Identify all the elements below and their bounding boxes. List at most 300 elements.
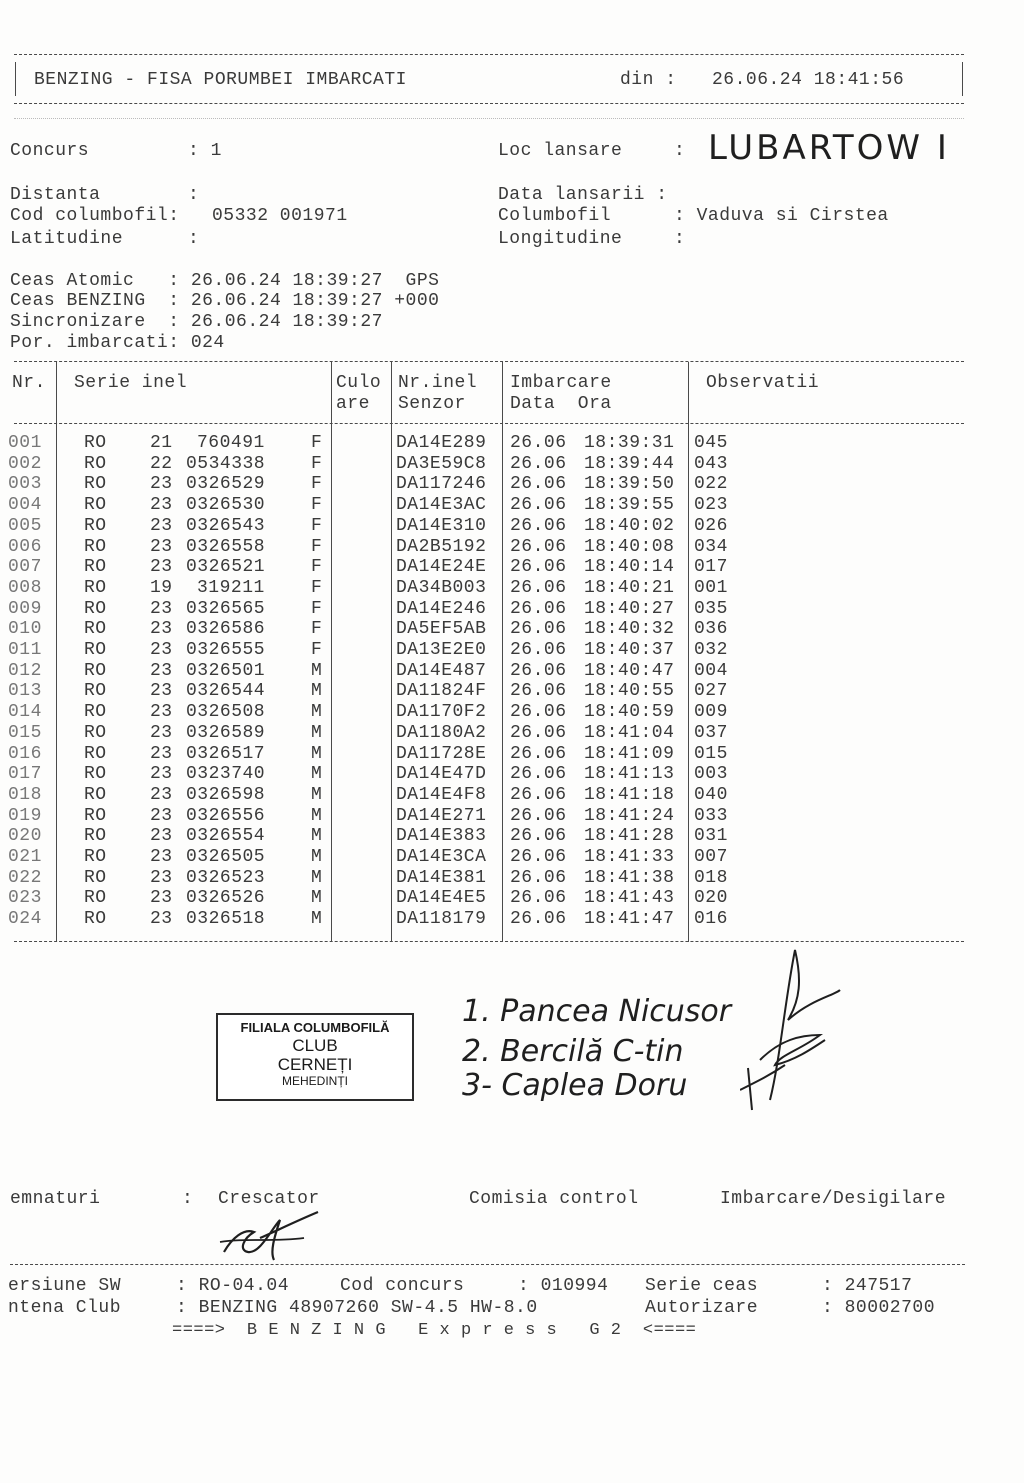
cell-obs: 036 <box>694 619 728 640</box>
cell-year: 23 <box>150 867 173 888</box>
por-imbarcati-line: Por. imbarcati: 024 <box>10 333 225 353</box>
cell-year: 23 <box>150 826 173 847</box>
cell-sex: M <box>311 764 323 785</box>
cell-year: 23 <box>150 847 173 867</box>
cell-date: 26.06 <box>510 826 567 847</box>
cell-nr: 005 <box>8 515 42 536</box>
cell-obs: 020 <box>694 888 728 909</box>
cell-country: RO <box>84 722 107 743</box>
cell-year: 23 <box>150 495 173 516</box>
cell-obs: 001 <box>694 577 728 598</box>
cell-year: 19 <box>150 577 173 598</box>
cell-ring: 0326544 <box>186 681 266 702</box>
cell-obs: 040 <box>694 784 728 805</box>
cell-obs: 022 <box>694 474 728 495</box>
cell-year: 23 <box>150 888 173 909</box>
cell-country: RO <box>84 474 107 495</box>
header-top-rule <box>14 54 964 55</box>
cell-obs: 009 <box>694 702 728 723</box>
cell-time: 18:41:47 <box>584 909 675 930</box>
cell-time: 18:41:04 <box>584 722 675 743</box>
cell-date: 26.06 <box>510 764 567 785</box>
cell-date: 26.06 <box>510 640 567 660</box>
cell-ring: 0326505 <box>186 847 266 867</box>
cod-columbofil-value: 05332 001971 <box>212 206 348 226</box>
cell-obs: 004 <box>694 660 728 681</box>
cell-sex: F <box>311 557 323 578</box>
cell-year: 23 <box>150 660 173 681</box>
header-under-rule <box>14 118 964 119</box>
latitudine-sep: : <box>188 229 200 249</box>
cell-ring: 0326589 <box>186 722 266 743</box>
cell-time: 18:41:18 <box>584 784 675 805</box>
cell-ring: 0326508 <box>186 702 266 723</box>
cell-sensor: DA14E24E <box>396 557 487 578</box>
cell-nr: 002 <box>8 453 42 474</box>
cell-sex: F <box>311 619 323 640</box>
cell-time: 18:39:44 <box>584 453 675 474</box>
commission-signature-scribbles <box>740 940 850 1120</box>
cell-ring: 0326556 <box>186 805 266 826</box>
longitudine-sep: : <box>674 229 686 249</box>
serie-ceas-label: Serie ceas <box>645 1276 759 1296</box>
cell-sex: F <box>311 577 323 598</box>
cell-ring: 0326554 <box>186 826 266 847</box>
cell-time: 18:40:59 <box>584 702 675 723</box>
cell-time: 18:40:27 <box>584 598 675 619</box>
antena-club-label: ntena Club <box>8 1298 122 1318</box>
cell-time: 18:41:43 <box>584 888 675 909</box>
cell-nr: 010 <box>8 619 42 640</box>
cell-time: 18:40:08 <box>584 536 675 557</box>
table-row <box>0 433 1000 453</box>
table-row <box>0 888 1000 908</box>
cell-ring: 760491 <box>197 433 265 453</box>
cell-ring: 0326565 <box>186 598 266 619</box>
columbofil-label: Columbofil <box>498 206 612 226</box>
cell-nr: 006 <box>8 536 42 557</box>
cell-year: 23 <box>150 722 173 743</box>
cell-sex: M <box>311 805 323 826</box>
table-row <box>0 909 1000 929</box>
cell-country: RO <box>84 433 107 453</box>
table-row <box>0 702 1000 722</box>
cell-year: 23 <box>150 474 173 495</box>
cell-sex: F <box>311 433 323 453</box>
cell-time: 18:41:13 <box>584 764 675 785</box>
cell-nr: 021 <box>8 847 42 867</box>
cell-time: 18:41:24 <box>584 805 675 826</box>
cell-country: RO <box>84 888 107 909</box>
cell-time: 18:40:37 <box>584 640 675 660</box>
cell-nr: 019 <box>8 805 42 826</box>
cell-nr: 016 <box>8 743 42 764</box>
table-row <box>0 661 1000 681</box>
cell-date: 26.06 <box>510 847 567 867</box>
cell-nr: 020 <box>8 826 42 847</box>
cell-year: 21 <box>150 433 173 453</box>
cod-columbofil-label: Cod columbofil: <box>10 206 180 226</box>
table-row <box>0 806 1000 826</box>
cell-nr: 011 <box>8 640 42 660</box>
loc-lansare-handwritten: LUBARTOW I <box>708 128 950 168</box>
cell-country: RO <box>84 909 107 930</box>
cell-obs: 033 <box>694 805 728 826</box>
cell-sensor: DA14E310 <box>396 515 487 536</box>
breeder-signature <box>214 1208 324 1264</box>
table-row <box>0 764 1000 784</box>
cell-nr: 003 <box>8 474 42 495</box>
concurs-value: : 1 <box>188 141 222 161</box>
cell-ring: 0326543 <box>186 515 266 536</box>
stamp-line-4: MEHEDINȚI <box>282 1074 348 1088</box>
stamp-line-3: CERNEȚI <box>277 1055 353 1074</box>
loc-lansare-sep: : <box>674 141 686 161</box>
columbofil-value: : Vaduva si Cirstea <box>674 206 889 226</box>
col-header-observatii: Observatii <box>706 373 820 393</box>
cell-date: 26.06 <box>510 867 567 888</box>
din-label: din : <box>620 70 677 90</box>
table-header-bottom-rule <box>14 423 964 424</box>
concurs-label: Concurs <box>10 141 90 161</box>
cell-sensor: DA1180A2 <box>396 722 487 743</box>
cell-sensor: DA14E289 <box>396 433 487 453</box>
cell-time: 18:40:21 <box>584 577 675 598</box>
cell-obs: 026 <box>694 515 728 536</box>
cell-sex: M <box>311 743 323 764</box>
distanta-label: Distanta <box>10 185 101 205</box>
latitudine-label: Latitudine <box>10 229 124 249</box>
cell-year: 23 <box>150 702 173 723</box>
cell-sex: F <box>311 536 323 557</box>
stamp-line-2: CLUB <box>292 1036 338 1055</box>
cell-year: 23 <box>150 909 173 930</box>
table-row <box>0 681 1000 701</box>
cell-ring: 0326501 <box>186 660 266 681</box>
cell-ring: 0323740 <box>186 764 266 785</box>
cell-obs: 016 <box>694 909 728 930</box>
cell-sex: F <box>311 474 323 495</box>
cell-nr: 004 <box>8 495 42 516</box>
cell-sensor: DA11824F <box>396 681 487 702</box>
cell-obs: 027 <box>694 681 728 702</box>
table-row <box>0 847 1000 867</box>
cell-date: 26.06 <box>510 660 567 681</box>
cell-obs: 045 <box>694 433 728 453</box>
cell-nr: 013 <box>8 681 42 702</box>
table-row <box>0 619 1000 639</box>
cell-country: RO <box>84 495 107 516</box>
cell-obs: 043 <box>694 453 728 474</box>
cell-obs: 017 <box>694 557 728 578</box>
cell-sensor: DA34B003 <box>396 577 487 598</box>
cell-sex: M <box>311 702 323 723</box>
document-title: BENZING - FISA PORUMBEI IMBARCATI <box>34 70 407 90</box>
cell-date: 26.06 <box>510 784 567 805</box>
cod-concurs-label: Cod concurs <box>340 1276 465 1296</box>
cell-obs: 035 <box>694 598 728 619</box>
cell-sensor: DA13E2E0 <box>396 640 487 660</box>
cell-date: 26.06 <box>510 702 567 723</box>
cell-time: 18:40:55 <box>584 681 675 702</box>
table-top-rule <box>14 361 964 362</box>
cell-ring: 0326530 <box>186 495 266 516</box>
cell-country: RO <box>84 764 107 785</box>
cell-ring: 0326526 <box>186 888 266 909</box>
cell-sensor: DA14E383 <box>396 826 487 847</box>
cell-obs: 023 <box>694 495 728 516</box>
cell-ring: 0326518 <box>186 909 266 930</box>
table-row <box>0 557 1000 577</box>
cell-time: 18:39:50 <box>584 474 675 495</box>
cell-sex: F <box>311 640 323 660</box>
semnaturi-sep: : <box>182 1189 194 1209</box>
table-row <box>0 744 1000 764</box>
cell-country: RO <box>84 577 107 598</box>
cell-year: 22 <box>150 453 173 474</box>
cell-nr: 018 <box>8 784 42 805</box>
cell-date: 26.06 <box>510 681 567 702</box>
cell-ring: 0326558 <box>186 536 266 557</box>
cell-country: RO <box>84 619 107 640</box>
col-header-serie: Serie inel <box>74 373 188 393</box>
cell-country: RO <box>84 536 107 557</box>
col-header-culoare-1: Culo <box>336 373 382 393</box>
cell-date: 26.06 <box>510 577 567 598</box>
cell-year: 23 <box>150 784 173 805</box>
cell-sensor: DA14E381 <box>396 867 487 888</box>
cell-date: 26.06 <box>510 515 567 536</box>
cell-sex: M <box>311 681 323 702</box>
cell-time: 18:41:38 <box>584 867 675 888</box>
cell-date: 26.06 <box>510 453 567 474</box>
cell-date: 26.06 <box>510 619 567 640</box>
cell-sex: F <box>311 598 323 619</box>
cell-sensor: DA1170F2 <box>396 702 487 723</box>
cell-time: 18:41:28 <box>584 826 675 847</box>
cell-sensor: DA14E47D <box>396 764 487 785</box>
table-row <box>0 640 1000 660</box>
serie-ceas-value: : 247517 <box>822 1276 913 1296</box>
cell-obs: 037 <box>694 722 728 743</box>
cell-ring: 0326521 <box>186 557 266 578</box>
cell-nr: 012 <box>8 660 42 681</box>
cell-nr: 022 <box>8 867 42 888</box>
cell-ring: 0326529 <box>186 474 266 495</box>
cell-sex: F <box>311 453 323 474</box>
cell-time: 18:40:32 <box>584 619 675 640</box>
cell-sensor: DA11728E <box>396 743 487 764</box>
cell-year: 23 <box>150 681 173 702</box>
cod-concurs-value: : 010994 <box>518 1276 609 1296</box>
table-row <box>0 516 1000 536</box>
cell-nr: 007 <box>8 557 42 578</box>
cell-sensor: DA5EF5AB <box>396 619 487 640</box>
cell-country: RO <box>84 743 107 764</box>
cell-date: 26.06 <box>510 743 567 764</box>
imbarcare-desigilare-label: Imbarcare/Desigilare <box>720 1189 947 1209</box>
cell-date: 26.06 <box>510 722 567 743</box>
cell-country: RO <box>84 702 107 723</box>
ceas-atomic-line: Ceas Atomic : 26.06.24 18:39:27 GPS <box>10 271 440 291</box>
antena-club-value: : BENZING 48907260 SW-4.5 HW-8.0 <box>176 1298 538 1318</box>
table-row <box>0 868 1000 888</box>
cell-time: 18:39:31 <box>584 433 675 453</box>
cell-sex: M <box>311 867 323 888</box>
cell-sensor: DA14E487 <box>396 660 487 681</box>
cell-time: 18:40:14 <box>584 557 675 578</box>
cell-ring: 0326523 <box>186 867 266 888</box>
footer-top-rule <box>10 1264 965 1265</box>
cell-country: RO <box>84 681 107 702</box>
cell-country: RO <box>84 557 107 578</box>
cell-country: RO <box>84 847 107 867</box>
cell-ring: 0326598 <box>186 784 266 805</box>
col-header-imbarcare-1: Imbarcare <box>510 373 612 393</box>
cell-sex: M <box>311 909 323 930</box>
cell-country: RO <box>84 598 107 619</box>
versiune-sw-value: : RO-04.04 <box>176 1276 290 1296</box>
comisia-control-label: Comisia control <box>469 1189 639 1209</box>
table-row <box>0 599 1000 619</box>
cell-year: 23 <box>150 764 173 785</box>
autorizare-value: : 80002700 <box>822 1298 936 1318</box>
cell-ring: 319211 <box>197 577 265 598</box>
cell-sensor: DA14E4E5 <box>396 888 487 909</box>
table-row <box>0 785 1000 805</box>
cell-date: 26.06 <box>510 433 567 453</box>
cell-sensor: DA118179 <box>396 909 487 930</box>
cell-ring: 0326517 <box>186 743 266 764</box>
col-header-nrinel-1: Nr.inel <box>398 373 478 393</box>
cell-year: 23 <box>150 515 173 536</box>
cell-country: RO <box>84 826 107 847</box>
cell-year: 23 <box>150 536 173 557</box>
table-row <box>0 495 1000 515</box>
stamp-line-1: FILIALA COLUMBOFILĂ <box>240 1020 390 1035</box>
cell-obs: 003 <box>694 764 728 785</box>
benzing-express-banner: ====> B E N Z I N G E x p r e s s G 2 <==== <box>172 1321 697 1340</box>
cell-sensor: DA14E3AC <box>396 495 487 516</box>
cell-obs: 032 <box>694 640 728 660</box>
table-row <box>0 537 1000 557</box>
cell-year: 23 <box>150 743 173 764</box>
col-header-culoare-2: are <box>336 394 370 414</box>
cell-country: RO <box>84 660 107 681</box>
col-header-nr: Nr. <box>12 373 46 393</box>
cell-sex: M <box>311 722 323 743</box>
col-header-imbarcare-2: Data Ora <box>510 394 612 414</box>
table-row <box>0 454 1000 474</box>
table-row <box>0 578 1000 598</box>
cell-country: RO <box>84 515 107 536</box>
cell-sex: M <box>311 784 323 805</box>
cell-nr: 014 <box>8 702 42 723</box>
cell-date: 26.06 <box>510 474 567 495</box>
cell-obs: 007 <box>694 847 728 867</box>
cell-date: 26.06 <box>510 557 567 578</box>
cell-nr: 001 <box>8 433 42 453</box>
semnaturi-label: emnaturi <box>10 1189 101 1209</box>
cell-date: 26.06 <box>510 888 567 909</box>
cell-year: 23 <box>150 557 173 578</box>
cell-time: 18:40:47 <box>584 660 675 681</box>
cell-sex: M <box>311 826 323 847</box>
autorizare-label: Autorizare <box>645 1298 759 1318</box>
cell-obs: 034 <box>694 536 728 557</box>
commission-member-3: 3- Caplea Doru <box>462 1068 688 1103</box>
cell-sensor: DA14E4F8 <box>396 784 487 805</box>
cell-obs: 018 <box>694 867 728 888</box>
cell-sensor: DA117246 <box>396 474 487 495</box>
cell-sensor: DA14E246 <box>396 598 487 619</box>
header-left-border <box>15 62 16 96</box>
cell-obs: 031 <box>694 826 728 847</box>
cell-time: 18:39:55 <box>584 495 675 516</box>
crescator-label: Crescator <box>218 1189 320 1209</box>
cell-sex: M <box>311 660 323 681</box>
cell-sensor: DA14E271 <box>396 805 487 826</box>
cell-obs: 015 <box>694 743 728 764</box>
cell-nr: 017 <box>8 764 42 785</box>
cell-nr: 008 <box>8 577 42 598</box>
versiune-sw-label: ersiune SW <box>8 1276 122 1296</box>
cell-ring: 0326555 <box>186 640 266 660</box>
ceas-benzing-line: Ceas BENZING : 26.06.24 18:39:27 +000 <box>10 291 440 311</box>
cell-date: 26.06 <box>510 598 567 619</box>
distanta-sep: : <box>188 185 200 205</box>
commission-member-1: 1. Pancea Nicusor <box>462 994 732 1029</box>
cell-country: RO <box>84 453 107 474</box>
cell-date: 26.06 <box>510 495 567 516</box>
longitudine-label: Longitudine <box>498 229 623 249</box>
table-row <box>0 723 1000 743</box>
cell-year: 23 <box>150 619 173 640</box>
cell-country: RO <box>84 640 107 660</box>
cell-ring: 0534338 <box>186 453 266 474</box>
cell-nr: 024 <box>8 909 42 930</box>
cell-year: 23 <box>150 598 173 619</box>
din-value: 26.06.24 18:41:56 <box>712 70 905 90</box>
cell-sex: M <box>311 847 323 867</box>
cell-nr: 015 <box>8 722 42 743</box>
cell-sensor: DA2B5192 <box>396 536 487 557</box>
header-bottom-rule <box>14 103 964 104</box>
club-stamp <box>216 1013 414 1101</box>
cell-country: RO <box>84 805 107 826</box>
cell-country: RO <box>84 867 107 888</box>
table-row <box>0 474 1000 494</box>
cell-sex: M <box>311 888 323 909</box>
cell-country: RO <box>84 784 107 805</box>
data-lansarii-label: Data lansarii : <box>498 185 668 205</box>
cell-ring: 0326586 <box>186 619 266 640</box>
cell-year: 23 <box>150 805 173 826</box>
cell-date: 26.06 <box>510 909 567 930</box>
cell-sensor: DA14E3CA <box>396 847 487 867</box>
cell-sensor: DA3E59C8 <box>396 453 487 474</box>
cell-time: 18:41:33 <box>584 847 675 867</box>
cell-date: 26.06 <box>510 536 567 557</box>
cell-nr: 023 <box>8 888 42 909</box>
commission-member-2: 2. Bercilă C-tin <box>462 1034 684 1069</box>
loc-lansare-label: Loc lansare <box>498 141 623 161</box>
cell-year: 23 <box>150 640 173 660</box>
cell-time: 18:41:09 <box>584 743 675 764</box>
cell-sex: F <box>311 515 323 536</box>
header-right-border <box>962 62 963 96</box>
cell-time: 18:40:02 <box>584 515 675 536</box>
